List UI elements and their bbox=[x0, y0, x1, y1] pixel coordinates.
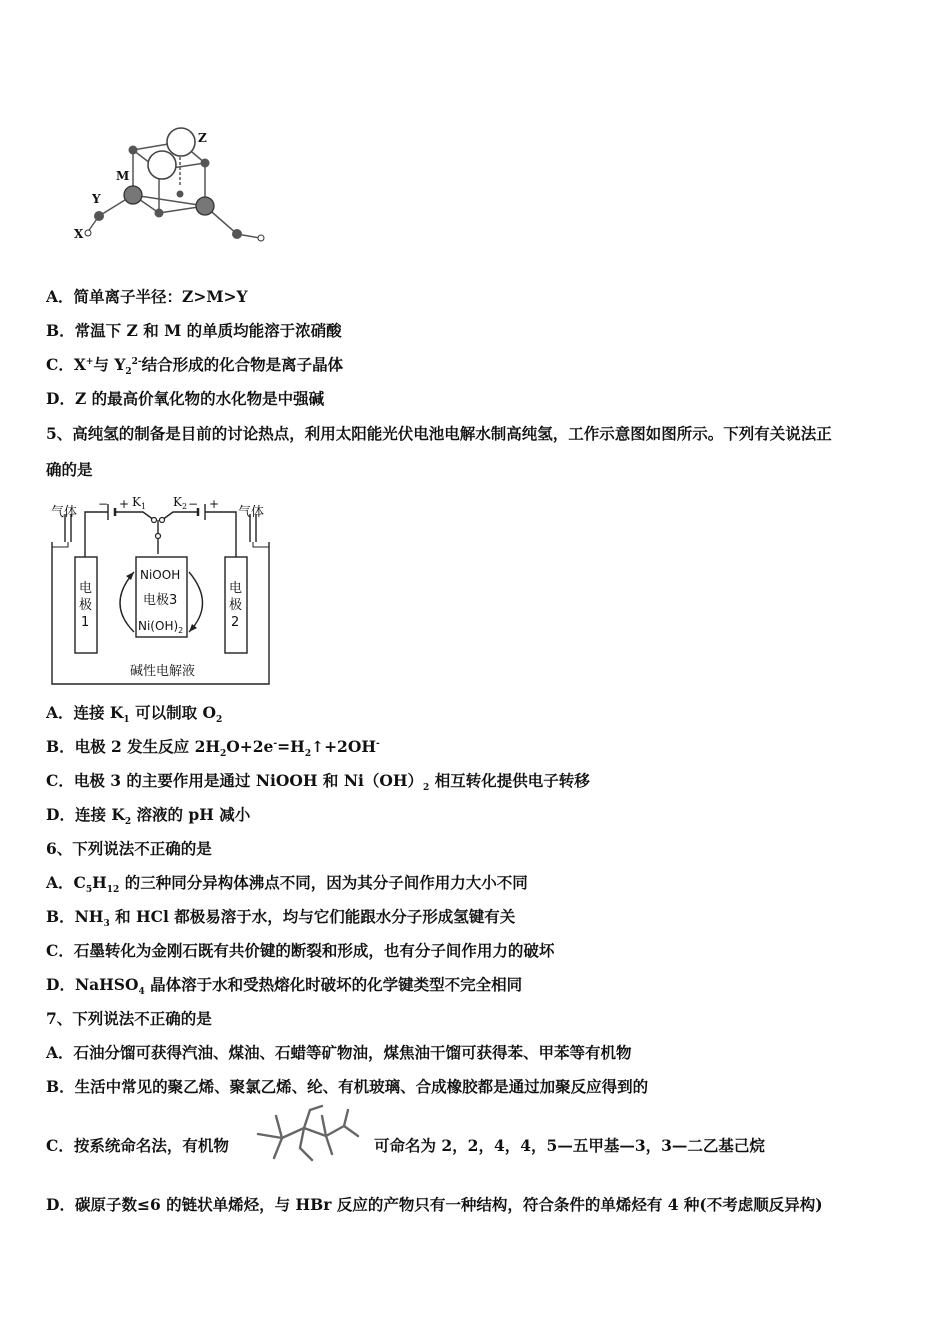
q7-option-c-after: 可命名为 2，2，4，4，5—五甲基—3，3—二乙基己烷 bbox=[374, 1136, 765, 1155]
skeletal-structure-figure bbox=[252, 1104, 364, 1166]
electrode3-label: 电极3 bbox=[143, 593, 178, 608]
q5-stem-line1: 5、高纯氢的制备是目前的讨论热点，利用太阳能光伏电池电解水制高纯氢，工作示意图如图所示。下列有关说法正 bbox=[46, 424, 832, 443]
electrode2-char2: 极 bbox=[229, 598, 243, 613]
q4-option-b: B．常温下 Z 和 M 的单质均能溶于浓硝酸 bbox=[46, 321, 342, 340]
plus-left: + bbox=[119, 497, 130, 511]
q7-option-d: D．碳原子数≤6 的链状单烯烃，与 HBr 反应的产物只有一种结构，符合条件的单烯烃有 4 种(不考虑顺反异构) bbox=[46, 1195, 823, 1214]
q7-option-a: A．石油分馏可获得汽油、煤油、石蜡等矿物油，煤焦油干馏可获得苯、甲苯等有机物 bbox=[46, 1043, 632, 1062]
atom-m bbox=[196, 197, 214, 215]
electrode1-char2: 极 bbox=[79, 598, 93, 613]
atom-z-top bbox=[167, 128, 195, 156]
q6-option-d: D．NaHSO$_4$ 晶体溶于水和受热熔化时破坏的化学键类型不完全相同 bbox=[46, 975, 523, 998]
minus-left: − bbox=[98, 497, 109, 511]
label-x: X bbox=[74, 227, 84, 241]
k1-label: $K_1$ bbox=[132, 495, 147, 511]
crystal-structure-figure bbox=[70, 118, 280, 248]
q5-stem-line2: 确的是 bbox=[46, 460, 93, 479]
gas-right-label: 气体 bbox=[238, 505, 265, 520]
plus-right: + bbox=[209, 497, 220, 511]
q6-option-c: C．石墨转化为金刚石既有共价键的断裂和形成，也有分子间作用力的破坏 bbox=[46, 941, 555, 960]
electrode1-char3: 1 bbox=[81, 615, 90, 630]
electrolysis-diagram bbox=[48, 492, 276, 688]
q5-option-a: A．连接 $K_1$ 可以制取 $O_2$ bbox=[46, 703, 223, 726]
q6-stem: 6、下列说法不正确的是 bbox=[46, 839, 212, 858]
atom-m bbox=[124, 186, 142, 204]
electrode3-nioh2: $Ni(OH)_2$ bbox=[138, 619, 184, 635]
q7-option-c-before: C．按系统命名法，有机物 bbox=[46, 1136, 229, 1155]
electrode2-char1: 电 bbox=[229, 581, 243, 596]
q6-option-b: B．$NH_3$ 和 HCl 都极易溶于水，均与它们能跟水分子形成氢键有关 bbox=[46, 907, 516, 930]
atom-z-center bbox=[148, 151, 176, 179]
label-y: Y bbox=[92, 192, 101, 206]
minus-right: − bbox=[188, 497, 199, 511]
electrode2-char3: 2 bbox=[231, 615, 240, 630]
atom-x bbox=[85, 230, 91, 236]
electrolyte-label: 碱性电解液 bbox=[130, 664, 196, 679]
electrode3-niooh: NiOOH bbox=[140, 568, 181, 582]
label-z: Z bbox=[198, 131, 207, 145]
label-m: M bbox=[116, 169, 130, 183]
gas-left-label: 气体 bbox=[51, 505, 78, 520]
q4-option-d: D．Z 的最高价氧化物的水化物是中强碱 bbox=[46, 389, 325, 408]
q6-option-a: A．$C_5H_{12}$ 的三种同分异构体沸点不同，因为其分子间作用力大小不同 bbox=[46, 873, 528, 896]
q7-option-b: B．生活中常见的聚乙烯、聚氯乙烯、纶、有机玻璃、合成橡胶都是通过加聚反应得到的 bbox=[46, 1077, 649, 1096]
q5-option-c: C．电极 3 的主要作用是通过 NiOOH 和 $Ni(OH)_2$ 相互转化提供电子转移 bbox=[46, 771, 590, 794]
electrode1-char1: 电 bbox=[79, 581, 93, 596]
q7-stem: 7、下列说法不正确的是 bbox=[46, 1009, 212, 1028]
q5-option-d: D．连接 $K_2$ 溶液的 pH 减小 bbox=[46, 805, 251, 828]
atom-y bbox=[94, 211, 104, 221]
k2-label: $K_2$ bbox=[173, 495, 188, 511]
q4-option-c: C．X+与 $Y_2^{2-}$结合形成的化合物是离子晶体 bbox=[46, 355, 344, 378]
q5-option-b: B．电极 2 发生反应 $2H_2O+2e^-=H_2↑+2OH^-$ bbox=[46, 737, 380, 760]
q4-option-a: A．简单离子半径：Z>M>Y bbox=[46, 287, 248, 306]
